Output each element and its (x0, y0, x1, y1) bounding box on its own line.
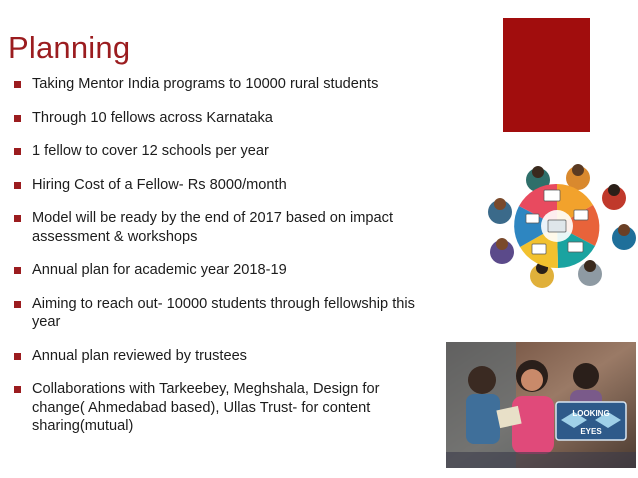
bullet-text: Annual plan reviewed by trustees (32, 347, 247, 364)
bullet-square-icon (14, 81, 21, 88)
photo-sign-text-2: EYES (580, 427, 602, 436)
bullet-square-icon (14, 386, 21, 393)
bullet-square-icon (14, 301, 21, 308)
bullet-text: Annual plan for academic year 2018-19 (32, 262, 287, 278)
bullet-item (14, 209, 434, 246)
bullet-square-icon (14, 182, 21, 189)
slide-title: Planning (8, 30, 131, 65)
bullet-item (14, 75, 434, 94)
bullet-text: Aiming to reach out- 10000 students through fellowship this year (32, 295, 415, 330)
bullet-text: Through 10 fellows across Karnataka (32, 109, 273, 126)
bullet-square-icon (14, 115, 21, 122)
decorative-red-block (503, 18, 590, 132)
bullet-list (14, 75, 434, 436)
team-meeting-illustration (478, 160, 636, 292)
bullet-square-icon (14, 353, 21, 360)
bullet-item (14, 176, 434, 195)
bullet-text: Hiring Cost of a Fellow- Rs 8000/month (32, 176, 287, 193)
bullet-square-icon (14, 215, 21, 222)
bullet-item (14, 142, 434, 161)
bullet-item (14, 109, 434, 128)
bullet-item (14, 261, 434, 280)
bullet-item (14, 347, 434, 366)
bullet-text: 1 fellow to cover 12 schools per year (32, 143, 269, 159)
children-photo (446, 342, 636, 468)
bullet-item (14, 295, 434, 332)
bullet-item (14, 380, 434, 436)
bullet-text: Collaborations with Tarkeebey, Meghshala, Design for change( Ahmedabad based), Ullas Trust- for content sharing(mutual) (32, 381, 380, 434)
photo-sign-text: LOOKING (572, 409, 610, 418)
bullet-text: Taking Mentor India programs to 10000 rural students (32, 76, 379, 92)
bullet-square-icon (14, 267, 21, 274)
bullet-square-icon (14, 148, 21, 155)
bullet-text: Model will be ready by the end of 2017 based on impact assessment & workshops (32, 210, 394, 245)
